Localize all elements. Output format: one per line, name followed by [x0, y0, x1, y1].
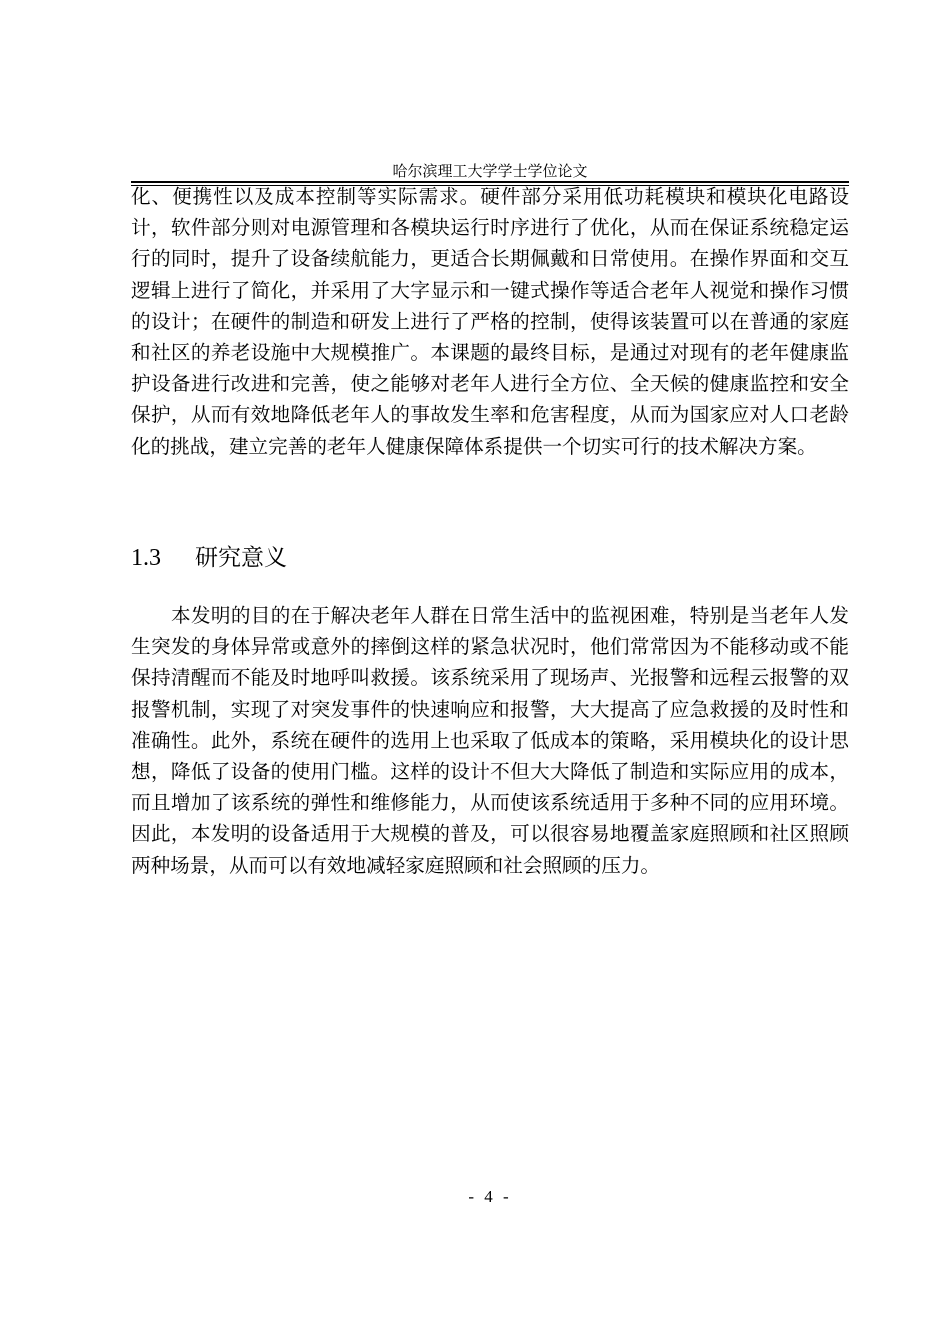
section-heading: [131, 540, 287, 576]
page-header-title: 哈尔滨理工大学学士学位论文: [392, 162, 588, 180]
section-number: 1.3: [131, 545, 161, 571]
section-title: 研究意义: [195, 545, 287, 571]
page-number: - 4 -: [468, 1187, 512, 1206]
body-paragraph-2: 本发明的目的在于解决老年人群在日常生活中的监视困难，特别是当老年人发生突发的身体异常或意外的摔倒这样的紧急状况时，他们常常因为不能移动或不能保持清醒而不能及时地呼叫救援。该系统采用了现场声、光报警和远程云报警的双报警机制，实现了对突发事件的快速响应和报警，大大提高了应急救援的及时性和准确性。此外，系统在硬件的选用上也采取了低成本的策略，采用模块化的设计思想，降低了设备的使用门槛。这样的设计不但大大降低了制造和实际应用的成本，而且增加了该系统的弹性和维修能力，从而使该系统适用于多种不同的应用环境。因此，本发明的设备适用于大规模的普及，可以很容易地覆盖家庭照顾和社区照顾两种场景，从而可以有效地减轻家庭照顾和社会照顾的压力。: [131, 604, 849, 877]
body-paragraph-1: 化、便携性以及成本控制等实际需求。硬件部分采用低功耗模块和模块化电路设计，软件部分则对电源管理和各模块运行时序进行了优化，从而在保证系统稳定运行的同时，提升了设备续航能力，更适合长期佩戴和日常使用。在操作界面和交互逻辑上进行了简化，并采用了大字显示和一键式操作等适合老年人视觉和操作习惯的设计；在硬件的制造和研发上进行了严格的控制，使得该装置可以在普通的家庭和社区的养老设施中大规模推广。本课题的最终目标，是通过对现有的老年健康监护设备进行改进和完善，使之能够对老年人进行全方位、全天候的健康监控和安全保护，从而有效地降低老年人的事故发生率和危害程度，从而为国家应对人口老龄化的挑战，建立完善的老年人健康保障体系提供一个切实可行的技术解决方案。: [131, 185, 849, 458]
